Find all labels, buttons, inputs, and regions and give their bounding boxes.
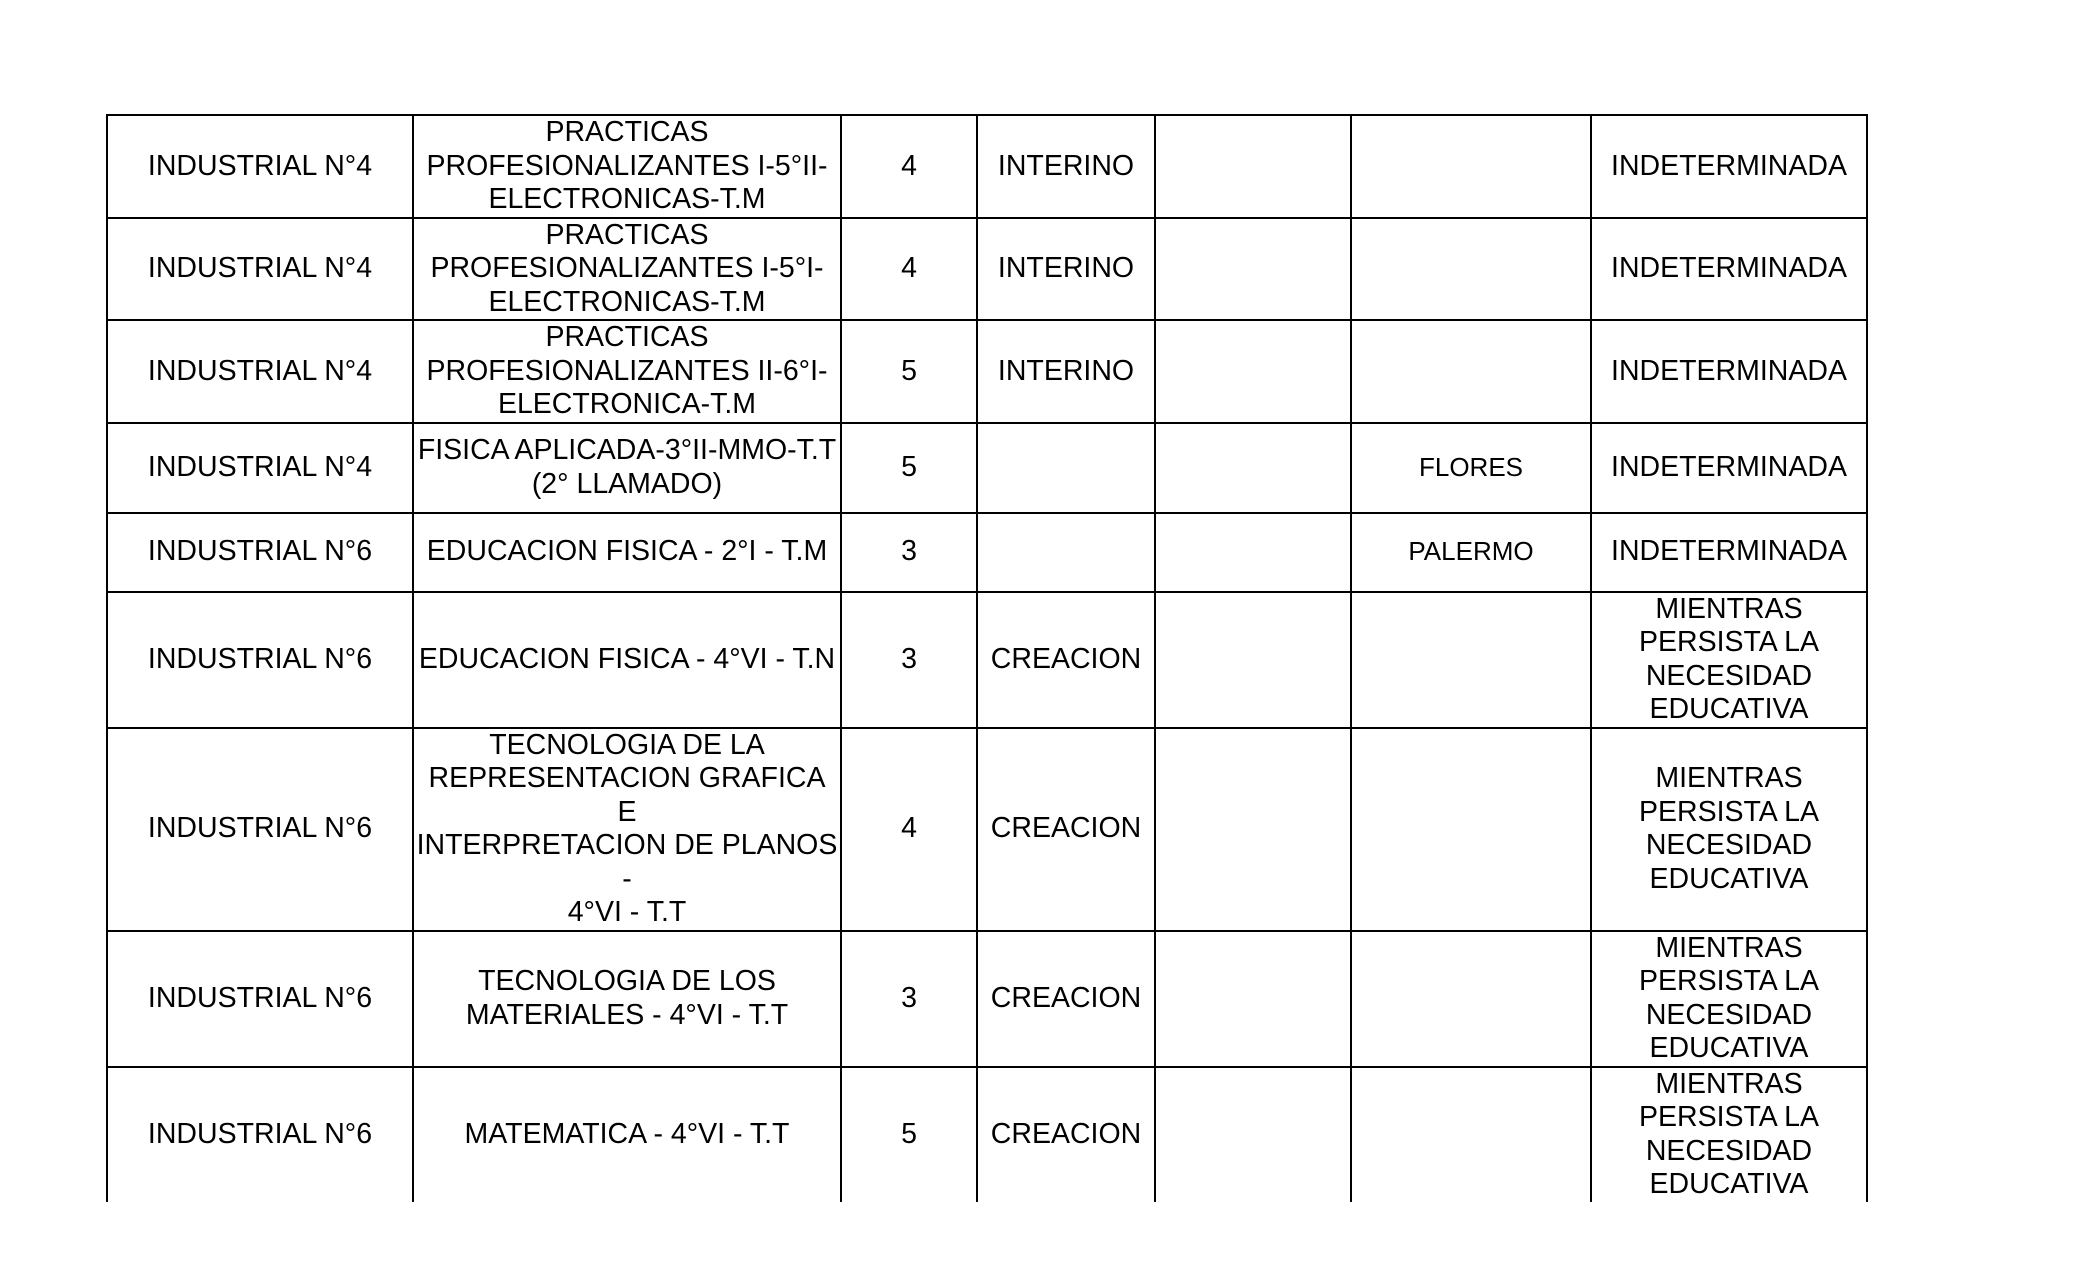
- table-row: [107, 1067, 1867, 1202]
- empty-cell: [1155, 320, 1351, 423]
- location-cell: FLORES: [1351, 423, 1591, 513]
- school-cell: INDUSTRIAL N°6: [107, 513, 413, 592]
- school-cell: INDUSTRIAL N°4: [107, 115, 413, 218]
- character-cell: [977, 513, 1155, 592]
- location-cell: [1351, 728, 1591, 931]
- location-cell: [1351, 218, 1591, 321]
- subject-cell: MATEMATICA - 4°VI - T.T: [413, 1067, 841, 1202]
- character-cell: CREACION: [977, 1067, 1155, 1202]
- character-cell: INTERINO: [977, 115, 1155, 218]
- table-row: [107, 931, 1867, 1067]
- empty-cell: [1155, 1067, 1351, 1202]
- subject-cell: FISICA APLICADA-3°II-MMO-T.T (2° LLAMADO): [413, 423, 841, 513]
- duration-cell: MIENTRAS PERSISTA LA NECESIDAD EDUCATIVA: [1591, 1067, 1867, 1202]
- school-cell: INDUSTRIAL N°6: [107, 728, 413, 931]
- duration-cell: INDETERMINADA: [1591, 320, 1867, 423]
- empty-cell: [1155, 513, 1351, 592]
- hours-cell: 3: [841, 513, 977, 592]
- subject-cell: TECNOLOGIA DE LOS MATERIALES - 4°VI - T.T: [413, 931, 841, 1067]
- vacancy-table: [106, 114, 1868, 1202]
- subject-cell: PRACTICAS PROFESIONALIZANTES I-5°II- ELECTRONICAS-T.M: [413, 115, 841, 218]
- character-cell: CREACION: [977, 931, 1155, 1067]
- hours-cell: 5: [841, 1067, 977, 1202]
- location-cell: [1351, 1067, 1591, 1202]
- subject-cell: PRACTICAS PROFESIONALIZANTES II-6°I- ELECTRONICA-T.M: [413, 320, 841, 423]
- empty-cell: [1155, 728, 1351, 931]
- duration-cell: INDETERMINADA: [1591, 423, 1867, 513]
- character-cell: CREACION: [977, 592, 1155, 728]
- table-row: [107, 320, 1867, 423]
- duration-cell: MIENTRAS PERSISTA LA NECESIDAD EDUCATIVA: [1591, 931, 1867, 1067]
- table-row: [107, 513, 1867, 592]
- character-cell: INTERINO: [977, 320, 1155, 423]
- location-cell: [1351, 592, 1591, 728]
- empty-cell: [1155, 592, 1351, 728]
- duration-cell: MIENTRAS PERSISTA LA NECESIDAD EDUCATIVA: [1591, 592, 1867, 728]
- hours-cell: 5: [841, 320, 977, 423]
- school-cell: INDUSTRIAL N°6: [107, 931, 413, 1067]
- location-cell: PALERMO: [1351, 513, 1591, 592]
- location-cell: [1351, 115, 1591, 218]
- duration-cell: INDETERMINADA: [1591, 513, 1867, 592]
- school-cell: INDUSTRIAL N°6: [107, 1067, 413, 1202]
- hours-cell: 4: [841, 218, 977, 321]
- table-row: [107, 423, 1867, 513]
- table-row: [107, 592, 1867, 728]
- table-row: [107, 115, 1867, 218]
- subject-cell: TECNOLOGIA DE LA REPRESENTACION GRAFICA E INTERPRETACION DE PLANOS - 4°VI - T.T: [413, 728, 841, 931]
- duration-cell: INDETERMINADA: [1591, 218, 1867, 321]
- empty-cell: [1155, 931, 1351, 1067]
- location-cell: [1351, 320, 1591, 423]
- document-sheet: [106, 114, 1866, 1200]
- location-cell: [1351, 931, 1591, 1067]
- hours-cell: 3: [841, 931, 977, 1067]
- school-cell: INDUSTRIAL N°4: [107, 218, 413, 321]
- character-cell: CREACION: [977, 728, 1155, 931]
- duration-cell: INDETERMINADA: [1591, 115, 1867, 218]
- table-row: [107, 728, 1867, 931]
- subject-cell: EDUCACION FISICA - 4°VI - T.N: [413, 592, 841, 728]
- hours-cell: 3: [841, 592, 977, 728]
- character-cell: [977, 423, 1155, 513]
- duration-cell: MIENTRAS PERSISTA LA NECESIDAD EDUCATIVA: [1591, 728, 1867, 931]
- table-row: [107, 218, 1867, 321]
- school-cell: INDUSTRIAL N°4: [107, 423, 413, 513]
- subject-cell: PRACTICAS PROFESIONALIZANTES I-5°I- ELECTRONICAS-T.M: [413, 218, 841, 321]
- subject-cell: EDUCACION FISICA - 2°I - T.M: [413, 513, 841, 592]
- hours-cell: 4: [841, 115, 977, 218]
- empty-cell: [1155, 115, 1351, 218]
- hours-cell: 4: [841, 728, 977, 931]
- empty-cell: [1155, 218, 1351, 321]
- empty-cell: [1155, 423, 1351, 513]
- school-cell: INDUSTRIAL N°6: [107, 592, 413, 728]
- hours-cell: 5: [841, 423, 977, 513]
- school-cell: INDUSTRIAL N°4: [107, 320, 413, 423]
- character-cell: INTERINO: [977, 218, 1155, 321]
